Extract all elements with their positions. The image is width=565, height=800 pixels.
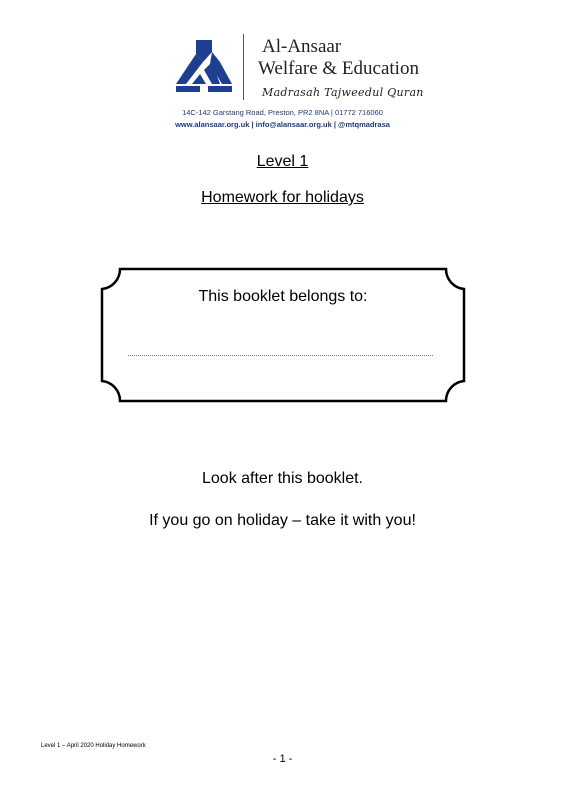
name-box-frame <box>98 265 468 405</box>
org-name-line2: Welfare & Education <box>258 58 419 79</box>
footer-note: Level 1 – April 2020 Holiday Homework <box>41 743 146 749</box>
owner-name-field[interactable] <box>128 355 433 356</box>
organisation-name <box>258 36 419 80</box>
logo-icon <box>176 40 232 92</box>
contact-line: www.alansaar.org.uk | info@alansaar.org.uk | @mtqmadrasa <box>175 120 390 129</box>
homework-subtitle: Homework for holidays <box>201 189 364 206</box>
page-number: - 1 - <box>272 753 293 765</box>
madrasah-name: Madrasah Tajweedul Quran <box>262 86 424 99</box>
org-name-line1: Al-Ansaar <box>262 36 342 57</box>
logo-divider <box>243 34 244 100</box>
level-title: Level 1 <box>256 153 309 170</box>
booklet-owner-label: This booklet belongs to: <box>198 288 368 305</box>
holiday-reminder-text: If you go on holiday – take it with you! <box>149 512 416 529</box>
look-after-text: Look after this booklet. <box>202 470 363 487</box>
address-line: 14C-142 Garstang Road, Preston, PR2 8NA | 01772 716060 <box>182 108 383 117</box>
